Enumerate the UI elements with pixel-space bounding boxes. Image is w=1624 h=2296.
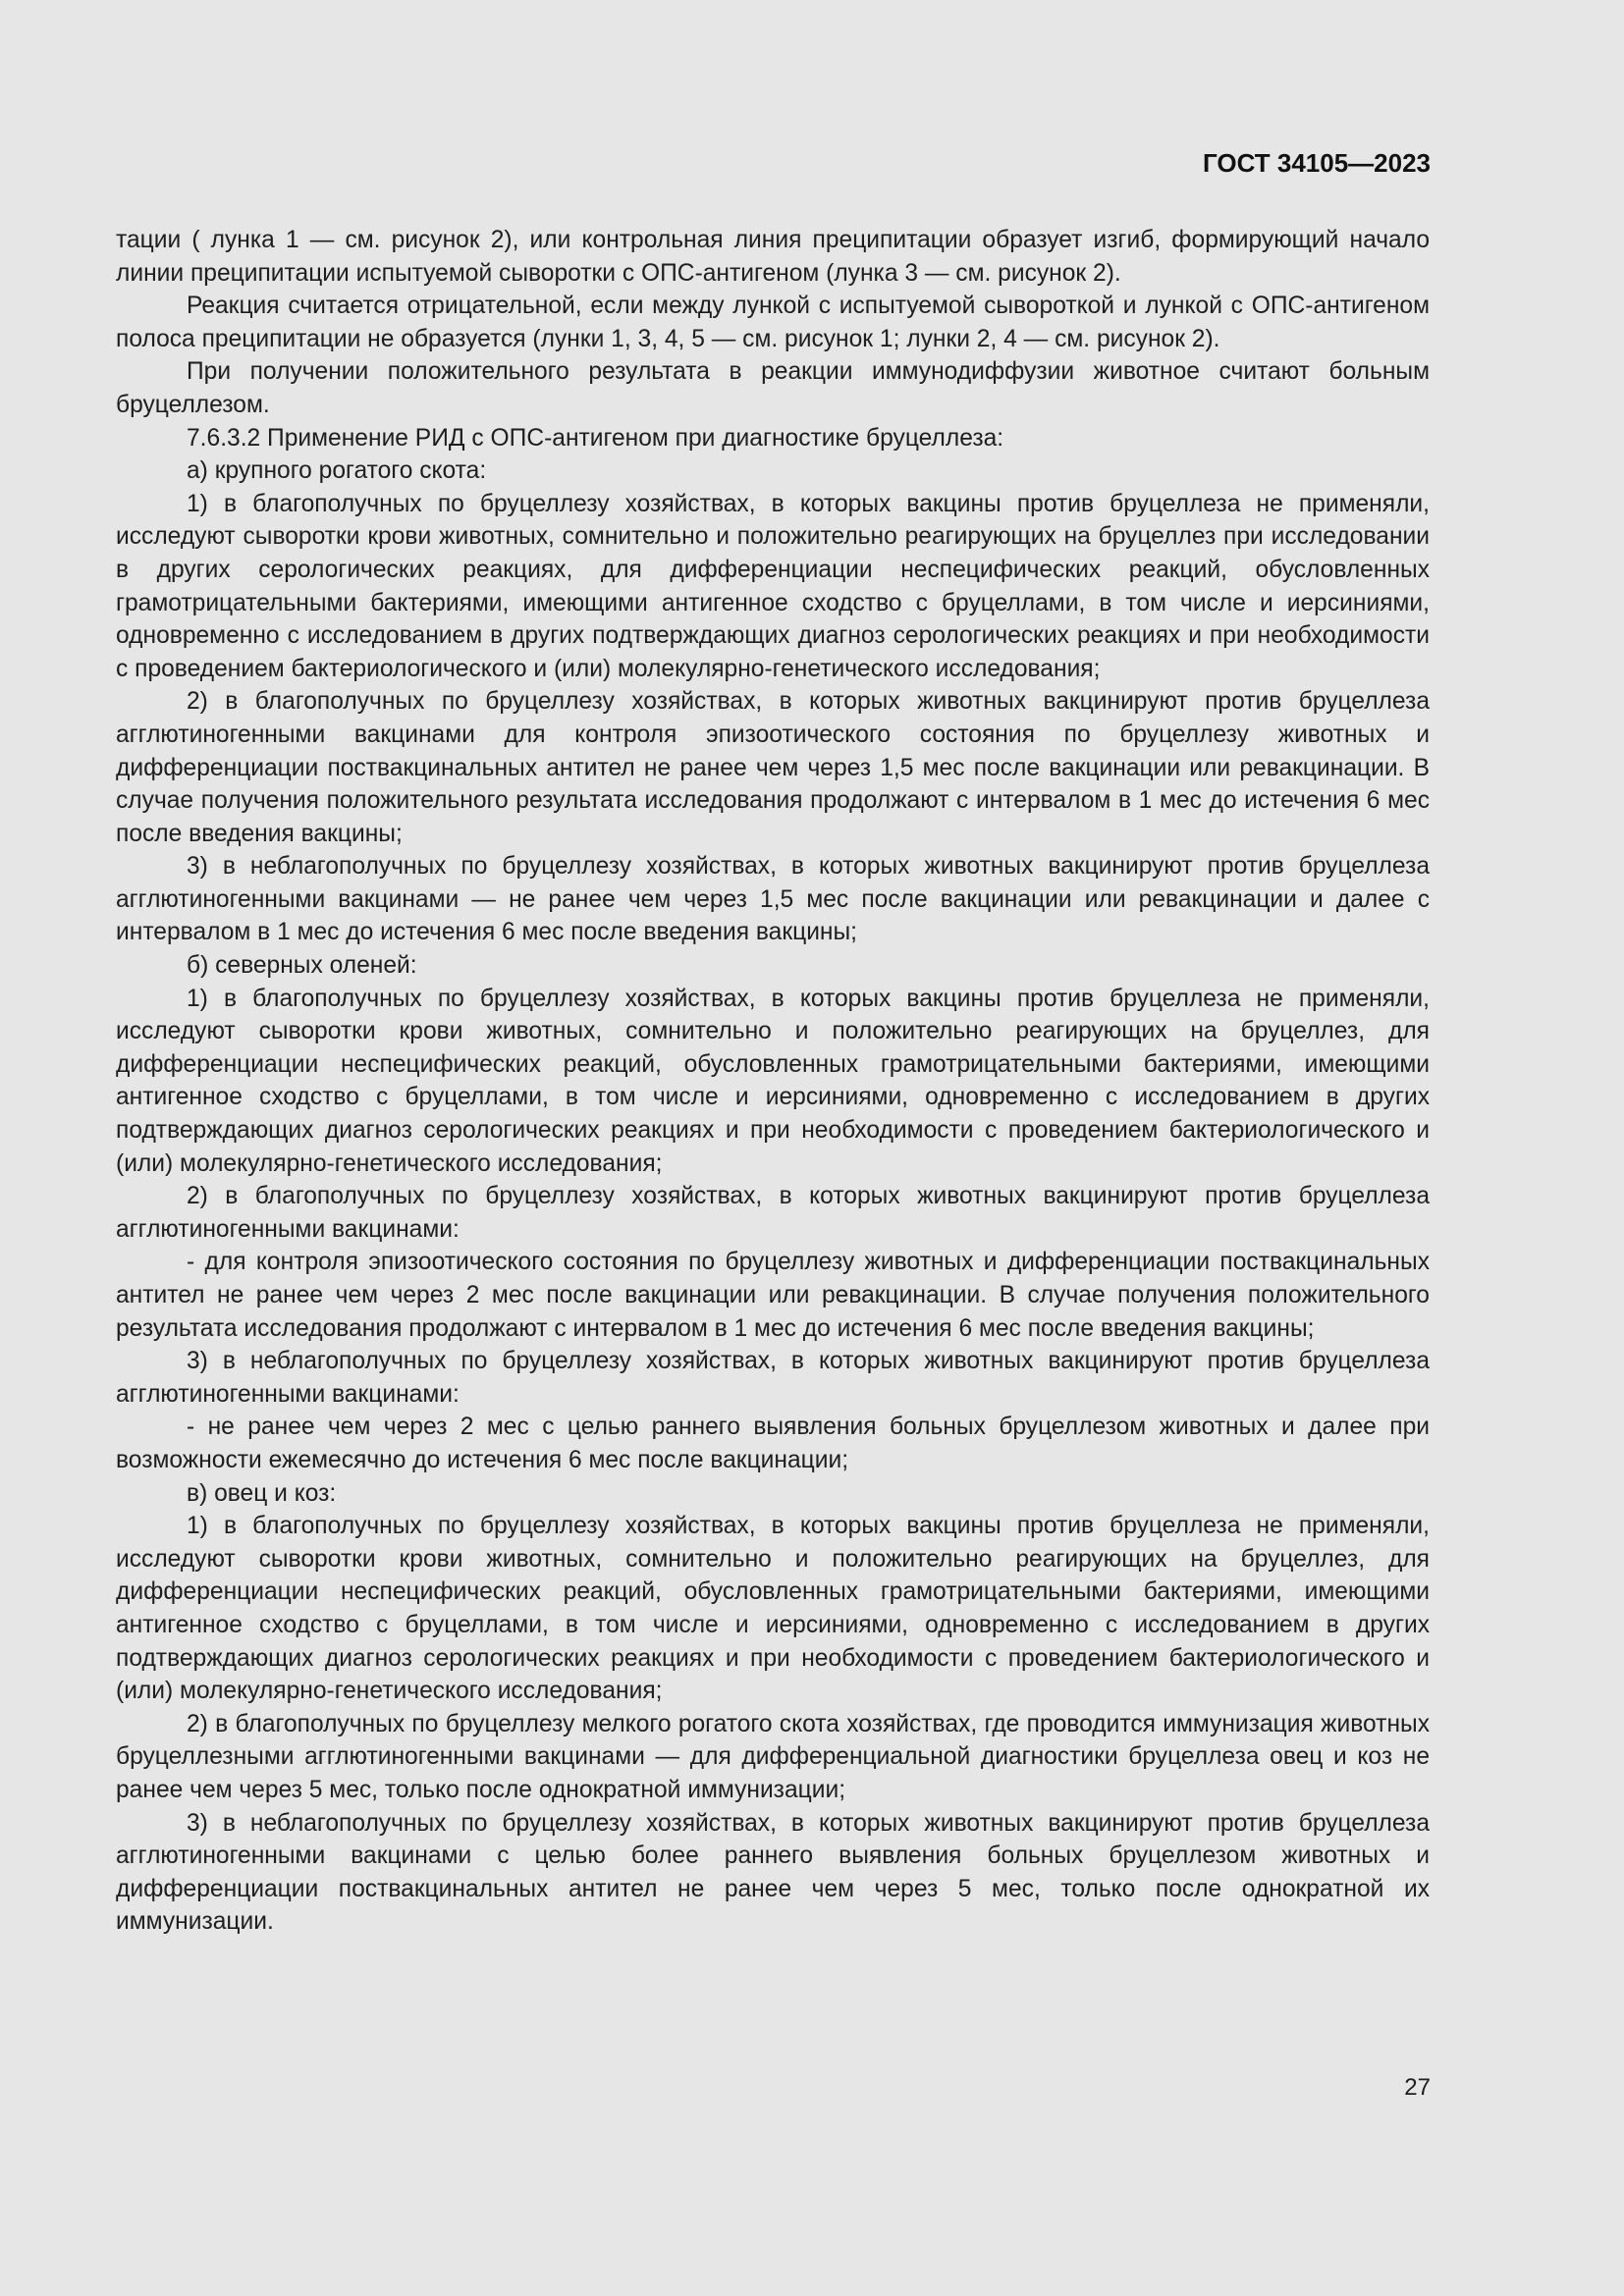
- paragraph-positive-result: При получении положительного результата в реакции иммунодиффузии животное считают больным бруцеллезом.: [116, 358, 1430, 418]
- list-item-b-1: 1) в благополучных по бруцеллезу хозяйствах, в которых вакцины против бруцеллеза не применяли, исследуют сыворотки крови животных, сомнительно и положительно реагирующих на бруцеллез, для дифференциации неспецифических реакций, обусловленных грамотрицательными бактериями, имеющими антигенное сходство с бруцеллами, в том числе и иерсиниями, одновременно с исследованием в других подтверждающих диагноз серологических реакциях и при необходимости с проведением бактериологического и (или) молекулярно-генетического исследования;: [116, 985, 1430, 1177]
- list-item-v-2: 2) в благополучных по бруцеллезу мелкого рогатого скота хозяйствах, где проводится иммунизация животных бруцеллезными агглютиногенными вакцинами — для дифференциальной диагностики бруцеллеза овец и коз не ранее чем через 5 мес, только после однократной иммунизации;: [116, 1710, 1430, 1803]
- list-item-b-2: 2) в благополучных по бруцеллезу хозяйствах, в которых животных вакцинируют против бруцеллеза агглютиногенными вакцинами:: [116, 1183, 1430, 1243]
- paragraph-continuation: тации ( лунка 1 — см. рисунок 2), или контрольная линия преципитации образует изгиб, формирующий начало линии преципитации испытуемой сыворотки с ОПС-антигеном (лунка 3 — см. рисунок 2).: [116, 227, 1430, 287]
- list-item-b-3-dash: - не ранее чем через 2 мес с целью раннего выявления больных бруцеллезом животных и далее при возможности ежемесячно до истечения 6 мес после вакцинации;: [116, 1414, 1430, 1473]
- body-text: [116, 224, 1430, 1939]
- list-item-v-3: 3) в неблагополучных по бруцеллезу хозяйствах, в которых животных вакцинируют против бруцеллеза агглютиногенными вакцинами с целью более раннего выявления больных бруцеллезом животных и дифференциации поствакцинальных антител не ранее чем через 5 мес, только после однократной их иммунизации.: [116, 1809, 1430, 1936]
- list-item-v: в) овец и коз:: [187, 1479, 337, 1507]
- list-item-a-3: 3) в неблагополучных по бруцеллезу хозяйствах, в которых животных вакцинируют против бруцеллеза агглютиногенными вакцинами — не ранее чем через 1,5 мес после вакцинации или ревакцинации и далее с интервалом в 1 мес до истечения 6 мес после введения вакцины;: [116, 853, 1430, 946]
- list-item-a: а) крупного рогатого скота:: [187, 457, 487, 485]
- document-code: ГОСТ 34105—2023: [1203, 148, 1431, 178]
- list-item-a-1: 1) в благополучных по бруцеллезу хозяйствах, в которых вакцины против бруцеллеза не применяли, исследуют сыворотки крови животных, сомнительно и положительно реагирующих на бруцеллез при исследовании в других серологических реакциях, для дифференциации неспецифических реакций, обусловленных грамотрицательными бактериями, имеющими антигенное сходство с бруцеллами, в том числе и иерсиниями, одновременно с исследованием в других подтверждающих диагноз серологических реакциях и при необходимости с проведением бактериологического и (или) молекулярно-генетического исследования;: [116, 490, 1430, 682]
- paragraph-negative-reaction: Реакция считается отрицательной, если между лункой с испытуемой сывороткой и лункой с ОПС-антигеном полоса преципитации не образуется (лунки 1, 3, 4, 5 — см. рисунок 1; лунки 2, 4 — см. рисунок 2).: [116, 293, 1430, 352]
- list-item-b: б) северных оленей:: [187, 952, 417, 980]
- list-item-a-2: 2) в благополучных по бруцеллезу хозяйствах, в которых животных вакцинируют против бруцеллеза агглютиногенными вакцинами для контроля эпизоотического состояния по бруцеллезу животных и дифференциации поствакцинальных антител не ранее чем через 1,5 мес после вакцинации или ревакцинации. В случае получения положительного результата исследования продолжают с интервалом в 1 мес до истечения 6 мес после введения вакцины;: [116, 688, 1430, 847]
- list-item-b-2-dash: - для контроля эпизоотического состояния по бруцеллезу животных и дифференциации поствакцинальных антител не ранее чем через 2 мес после вакцинации или ревакцинации. В случае получения положительного результата исследования продолжают с интервалом в 1 мес до истечения 6 мес после введения вакцины;: [116, 1249, 1430, 1342]
- list-item-v-1: 1) в благополучных по бруцеллезу хозяйствах, в которых вакцины против бруцеллеза не применяли, исследуют сыворотки крови животных, сомнительно и положительно реагирующих на бруцеллез, для дифференциации неспецифических реакций, обусловленных грамотрицательными бактериями, имеющими антигенное сходство с бруцеллами, в том числе и иерсиниями, одновременно с исследованием в других подтверждающих диагноз серологических реакциях и при необходимости с проведением бактериологического и (или) молекулярно-генетического исследования;: [116, 1513, 1430, 1705]
- list-item-b-3: 3) в неблагополучных по бруцеллезу хозяйствах, в которых животных вакцинируют против бруцеллеза агглютиногенными вакцинами:: [116, 1348, 1430, 1408]
- page-number: 27: [1404, 2074, 1431, 2101]
- section-heading-7-6-3-2: 7.6.3.2 Применение РИД с ОПС-антигеном при диагностике бруцеллеза:: [187, 424, 1004, 452]
